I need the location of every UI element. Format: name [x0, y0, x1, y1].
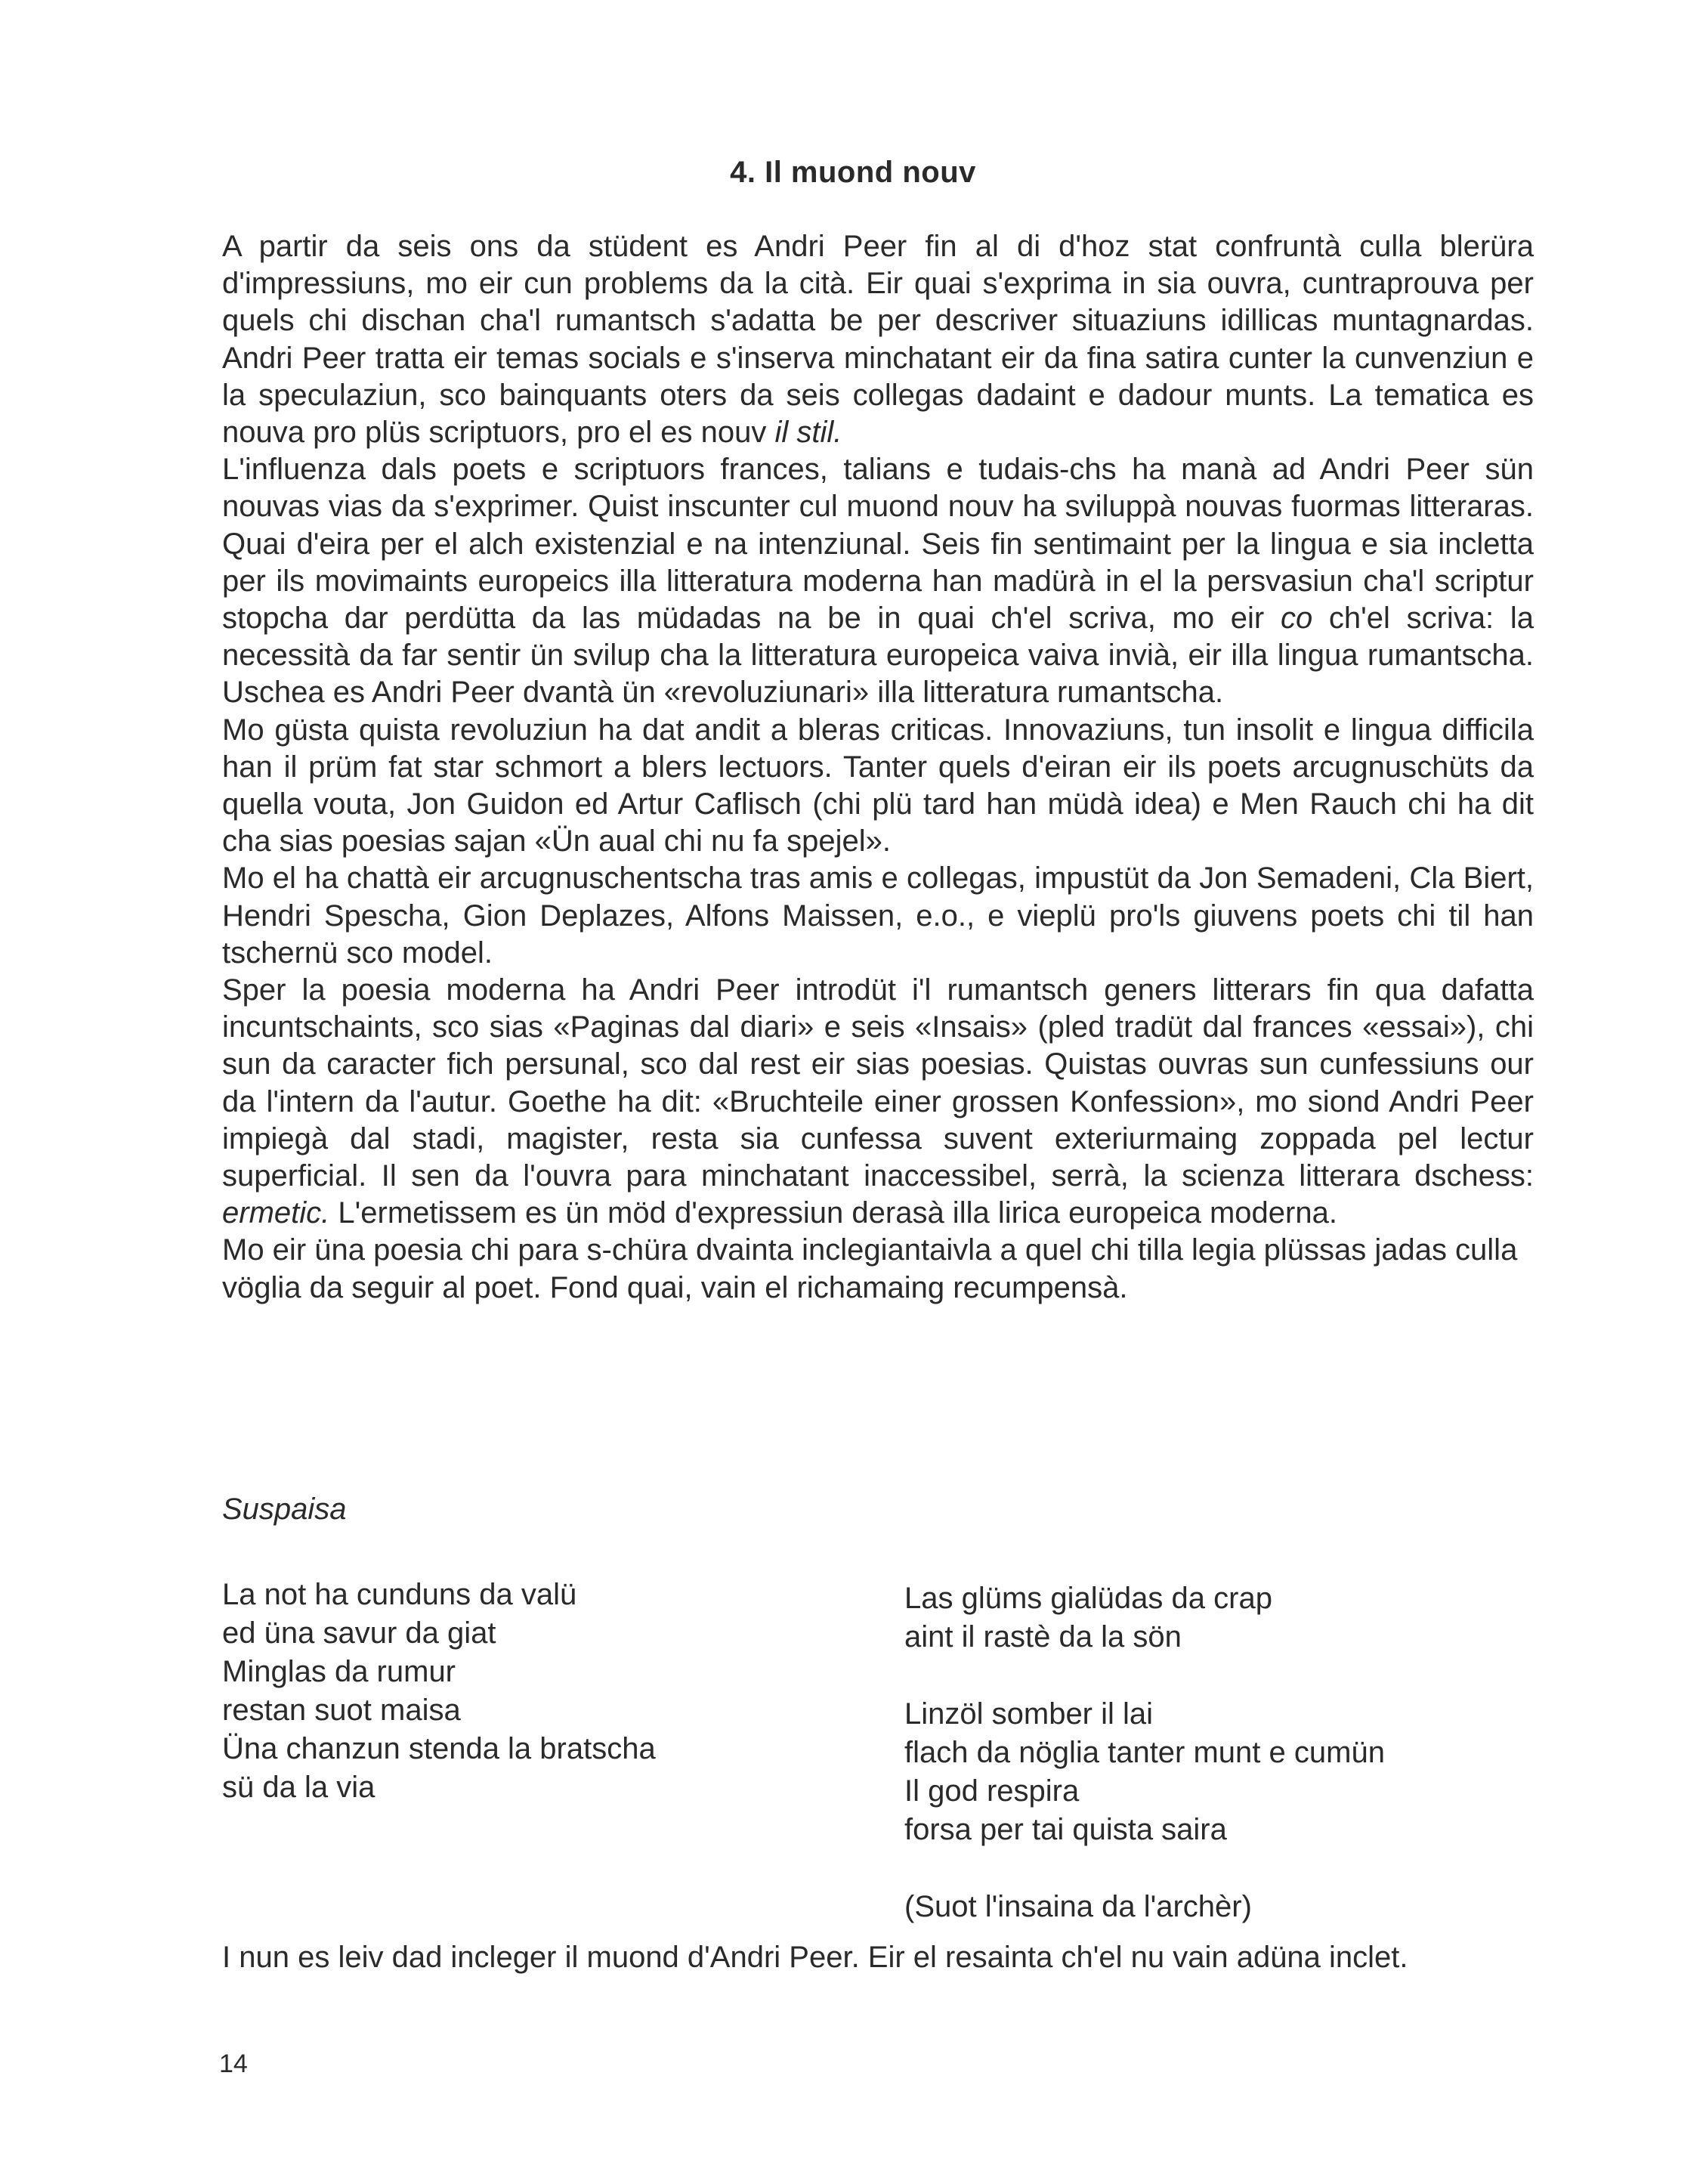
- poem-line: La not ha cunduns da valü: [222, 1578, 577, 1611]
- poem-line: flach da nöglia tanter munt e cumün: [904, 1736, 1385, 1769]
- paragraph-3: Mo güsta quista revoluziun ha dat andit a bleras criticas. Innovaziuns, tun insolit e lingua difficila han il prüm fat star schmort a blers lectuors. Tanter quels d'eiran eir ils poets arcugnuschüts da quella vouta, Jon Guidon ed Artur Caflisch (chi plü tard han müdà idea) e Men Rauch chi ha dit cha sias poesias sajan «Ün aual chi nu fa spejel».: [222, 713, 1534, 858]
- paragraph-2: L'influenza dals poets e scriptuors frances, talians e tudais-chs ha manà ad Andri Peer sün nouvas vias da s'exprimer. Quist inscunter cul muond nouv ha sviluppà nouvas fuormas litteraras. Quai d'eira per el alch existenzial e na intenziunal. Seis fin sentimaint per la lingua e sia incletta per ils movimaints europeics illa litteratura moderna han madürà in el la persvasiun cha'l scriptur stopcha dar perdütta da las müdadas na be in quai ch'el scriva, mo eir co ch'el scriva: la necessità da far sentir ün svilup cha la litteratura europeica vaiva invià, eir illa lingua rumantscha. Uschea es Andri Peer dvantà ün «revoluziunari» illa litteratura rumantscha.: [222, 453, 1534, 710]
- poem-line: Las glüms gialüdas da crap: [904, 1582, 1272, 1615]
- paragraph-4: Mo el ha chattà eir arcugnuschentscha tras amis e collegas, impustüt da Jon Semadeni, Cla Biert, Hendri Spescha, Gion Deplazes, Alfons Maissen, e.o., e vieplü pro'ls giuvens poets chi til han tschernü sco model.: [222, 862, 1534, 970]
- page-number: 14: [219, 2049, 248, 2078]
- poem-line: forsa per tai quista saira: [904, 1813, 1227, 1846]
- closing-paragraph: I nun es leiv dad incleger il muond d'Andri Peer. Eir el resainta ch'el nu vain adüna inclet.: [222, 1941, 1408, 1974]
- paragraph-6: Mo eir üna poesia chi para s-chüra dvainta inclegiantaivla a quel chi tilla legia plüssas jadas culla vöglia da seguir al poet. Fond quai, vain el richamaing recumpensà.: [222, 1233, 1518, 1304]
- stanza-break: [904, 1849, 1385, 1888]
- poem-line: ed üna savur da giat: [222, 1616, 496, 1650]
- section-heading: 4. Il muond nouv: [730, 156, 976, 189]
- poem-line: Linzöl somber il lai: [904, 1697, 1154, 1731]
- poem-line: Il god respira: [904, 1774, 1080, 1808]
- poem-source: (Suot l'insaina da l'archèr): [904, 1890, 1252, 1923]
- main-text: [222, 228, 1534, 1307]
- poem-line: restan suot maisa: [222, 1694, 461, 1727]
- stanza-break: [904, 1657, 1385, 1695]
- paragraph-1: A partir da seis ons da stüdent es Andri Peer fin al di d'hoz stat confruntà culla blerüra d'impressiuns, mo eir cun problems da la cità. Eir quai s'exprima in sia ouvra, cuntraprouva per quels chi dischan cha'l rumantsch s'adatta be per descriver situaziuns idillicas muntagnardas. Andri Peer tratta eir temas socials e s'inserva minchatant eir da fina satira cunter la cunvenziun e la speculaziun, sco bainquants oters da seis collegas dadaint e dadour munts. La tematica es nouva pro plüs scriptuors, pro el es nouv il stil.: [222, 230, 1534, 450]
- poem-line: Minglas da rumur: [222, 1655, 456, 1688]
- poem-line: aint il rastè da la sön: [904, 1620, 1182, 1653]
- poem-title: Suspaisa: [222, 1493, 347, 1526]
- poem-line: sü da la via: [222, 1771, 376, 1804]
- poem-line: Üna chanzun stenda la bratscha: [222, 1732, 656, 1765]
- paragraph-5: Sper la poesia moderna ha Andri Peer introdüt i'l rumantsch geners litterars fin qua dafatta incuntschaints, sco sias «Paginas dal diari» e seis «Insais» (pled tradüt dal frances «essai»), chi sun da caracter fich persunal, sco dal rest eir sias poesias. Quistas ouvras sun cunfessiuns our da l'intern da l'autur. Goethe ha dit: «Bruchteile einer grossen Konfession», mo siond Andri Peer impiegà dal stadi, magister, resta sia cunfessa suvent exteriurmaing zoppada pel lectur superficial. Il sen da l'ouvra para minchatant inaccessibel, serrà, la scienza litterara dschess: ermetic. L'ermetissem es ün möd d'expressiun derasà illa lirica europeica moderna.: [222, 973, 1534, 1230]
- poem-right-column: [904, 1579, 1385, 1926]
- poem-left-column: [222, 1576, 656, 1807]
